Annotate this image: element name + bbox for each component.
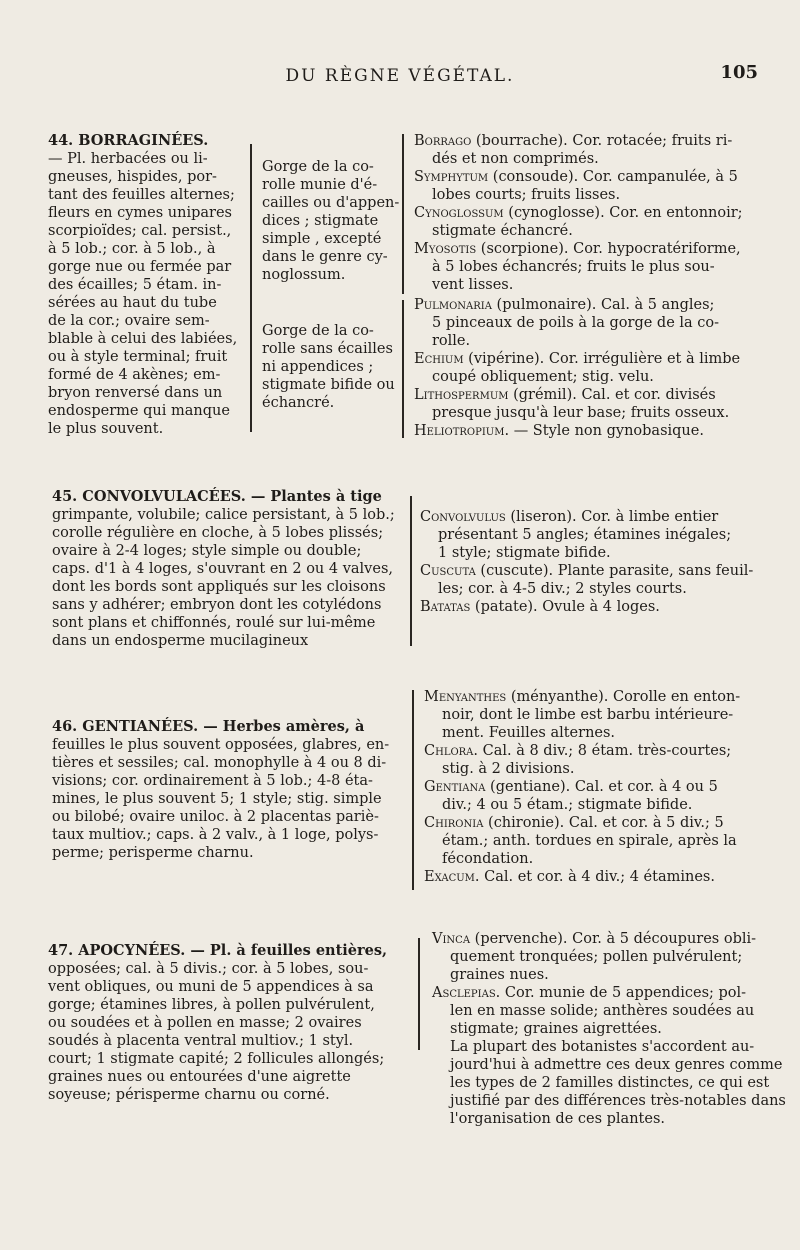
text-line: ou soudées et à pollen en masse; 2 ovaires bbox=[48, 1015, 362, 1031]
genus-name: Cuscuta bbox=[420, 563, 476, 579]
text-line: soudés à placenta ventral multiov.; 1 styl. bbox=[48, 1033, 354, 1049]
borraginees-group-a bbox=[262, 158, 400, 284]
genus-text: noir, dont le limbe est barbu intérieure- bbox=[442, 707, 734, 723]
text-line bbox=[432, 1056, 782, 1074]
text-line: 44. BORRAGINÉES. bbox=[48, 132, 209, 149]
text-line: ou à style terminal; fruit bbox=[48, 349, 228, 365]
text-line: dont les bords sont appliqués sur les cloisons bbox=[52, 579, 386, 595]
text-line: opposées; cal. à 5 divis.; cor. à 5 lobes, sou- bbox=[48, 961, 369, 977]
text-line: mines, le plus souvent 5; 1 style; stig. simple bbox=[52, 791, 382, 807]
text-line bbox=[424, 832, 784, 850]
text-line: perme; perisperme charnu. bbox=[52, 845, 254, 861]
genus-text: stigmate; graines aigrettées. bbox=[450, 1021, 662, 1037]
text-line: stigmate bifide ou bbox=[262, 377, 395, 393]
text-line: sont plans et chiffonnés, roulé sur lui-même bbox=[52, 615, 376, 631]
text-line: sérées au haut du tube bbox=[48, 295, 217, 311]
text-line bbox=[414, 150, 774, 168]
text-line bbox=[432, 1110, 782, 1128]
genus-text: graines nues. bbox=[450, 967, 549, 983]
genus-name: Chlora bbox=[424, 743, 474, 759]
section-borraginees-description bbox=[48, 132, 248, 438]
text-line: corolle régulière en cloche, à 5 lobes plissés; bbox=[52, 525, 384, 541]
text-line bbox=[414, 314, 774, 332]
running-header: DU RÈGNE VÉGÉTAL. bbox=[285, 66, 515, 86]
text-line: taux multiov.; caps. à 2 valv., à 1 loge, polys- bbox=[52, 827, 379, 843]
text-line: gneuses, hispides, por- bbox=[48, 169, 217, 185]
text-line bbox=[424, 760, 784, 778]
genus-text: (grémil). Cal. et cor. divisés bbox=[508, 387, 716, 403]
genus-text: (chironie). Cal. et cor. à 5 div.; 5 bbox=[483, 815, 724, 831]
genus-name: Cynoglossum bbox=[414, 205, 504, 221]
text-line bbox=[414, 276, 774, 294]
genus-name: Exacum bbox=[424, 869, 475, 885]
genus-text: 5 pinceaux de poils à la gorge de la co- bbox=[432, 315, 720, 331]
text-line: grimpante, volubile; calice persistant, à 5 lob.; bbox=[52, 507, 395, 523]
genus-text: vent lisses. bbox=[432, 277, 514, 293]
genus-text: (gentiane). Cal. et cor. à 4 ou 5 bbox=[485, 779, 718, 795]
genus-text: l'organisation de ces plantes. bbox=[450, 1111, 666, 1127]
bracket-line bbox=[412, 690, 414, 890]
genus-text: len en masse solide; anthères soudées au bbox=[450, 1003, 755, 1019]
genus-text: fécondation. bbox=[442, 851, 534, 867]
text-line: ou bilobé; ovaire uniloc. à 2 placentas pariè- bbox=[52, 809, 379, 825]
genus-name: Heliotropium bbox=[414, 423, 505, 439]
genus-text: . Cal. à 8 div.; 8 étam. très-courtes; bbox=[473, 743, 732, 759]
genus-text: . — Style non gynobasique. bbox=[504, 423, 704, 439]
text-line bbox=[424, 850, 784, 868]
text-line: de la cor.; ovaire sem- bbox=[48, 313, 210, 329]
genus-text: (ményanthe). Corolle en enton- bbox=[506, 689, 741, 705]
text-line: 46. GENTIANÉES. — Herbes amères, à bbox=[52, 718, 365, 735]
text-line bbox=[424, 724, 784, 742]
genus-entry bbox=[414, 240, 774, 258]
text-line: vent obliques, ou muni de 5 appendices à sa bbox=[48, 979, 374, 995]
text-line: soyeuse; périsperme charnu ou corné. bbox=[48, 1087, 330, 1103]
text-line bbox=[432, 1074, 782, 1092]
text-line bbox=[432, 966, 782, 984]
genus-text: 1 style; stigmate bifide. bbox=[438, 545, 611, 561]
genus-text: stigmate échancré. bbox=[432, 223, 573, 239]
text-line bbox=[414, 222, 774, 240]
text-line: à 5 lob.; cor. à 5 lob., à bbox=[48, 241, 216, 257]
text-line: caps. d'1 à 4 loges, s'ouvrant en 2 ou 4 valves, bbox=[52, 561, 393, 577]
genus-text: (liseron). Cor. à limbe entier bbox=[505, 509, 719, 525]
genus-text: (patate). Ovule à 4 loges. bbox=[470, 599, 660, 615]
text-line: graines nues ou entourées d'une aigrette bbox=[48, 1069, 351, 1085]
text-line: rolle munie d'é- bbox=[262, 177, 378, 193]
genus-entry bbox=[424, 778, 784, 796]
genus-name: Myosotis bbox=[414, 241, 477, 257]
genus-name: Borrago bbox=[414, 133, 472, 149]
section-convolvulacees-description bbox=[52, 488, 397, 650]
genus-entry bbox=[414, 296, 774, 314]
text-line: — Pl. herbacées ou li- bbox=[48, 151, 208, 167]
text-line: gorge; étamines libres, à pollen pulvérulent, bbox=[48, 997, 375, 1013]
page-number: 105 bbox=[720, 62, 758, 83]
genus-entry bbox=[432, 984, 782, 1002]
borraginees-group-b bbox=[262, 322, 395, 412]
text-line: ovaire à 2-4 loges; style simple ou double; bbox=[52, 543, 362, 559]
genus-entry bbox=[432, 930, 782, 948]
borraginees-genera-a bbox=[414, 132, 774, 294]
genus-name: Chironia bbox=[424, 815, 484, 831]
bracket-line bbox=[418, 938, 420, 1050]
text-line bbox=[414, 332, 774, 350]
text-line bbox=[420, 544, 780, 562]
genus-entry bbox=[414, 422, 774, 440]
text-line: dices ; stigmate bbox=[262, 213, 379, 229]
text-line bbox=[424, 706, 784, 724]
text-line: endosperme qui manque bbox=[48, 403, 230, 419]
genus-text: stig. à 2 divisions. bbox=[442, 761, 575, 777]
text-line bbox=[414, 258, 774, 276]
text-line: noglossum. bbox=[262, 267, 346, 283]
bracket-line bbox=[410, 496, 412, 646]
text-line: 45. CONVOLVULACÉES. — Plantes à tige bbox=[52, 488, 382, 505]
text-line bbox=[414, 186, 774, 204]
genus-text: div.; 4 ou 5 étam.; stigmate bifide. bbox=[442, 797, 693, 813]
genus-name: Vinca bbox=[432, 931, 471, 947]
genus-name: Symphytum bbox=[414, 169, 489, 185]
genus-name: Batatas bbox=[420, 599, 471, 615]
genus-name: Gentiana bbox=[424, 779, 486, 795]
section-gentianees-description bbox=[52, 718, 397, 862]
text-line: simple , excepté bbox=[262, 231, 382, 247]
text-line bbox=[432, 1020, 782, 1038]
text-line: ni appendices ; bbox=[262, 359, 374, 375]
text-line: bryon renversé dans un bbox=[48, 385, 223, 401]
genus-text: les types de 2 familles distinctes, ce qui est bbox=[450, 1075, 770, 1091]
genus-name: Convolvulus bbox=[420, 509, 506, 525]
text-line: des écailles; 5 étam. in- bbox=[48, 277, 222, 293]
genus-text: (consoude). Cor. campanulée, à 5 bbox=[488, 169, 738, 185]
section-apocynees-description bbox=[48, 942, 408, 1104]
genus-text: les; cor. à 4-5 div.; 2 styles courts. bbox=[438, 581, 687, 597]
genus-entry bbox=[420, 598, 780, 616]
genus-text: (pulmonaire). Cal. à 5 angles; bbox=[491, 297, 715, 313]
text-line: blable à celui des labiées, bbox=[48, 331, 238, 347]
genus-text: (scorpione). Cor. hypocratériforme, bbox=[476, 241, 741, 257]
text-line bbox=[432, 1038, 782, 1056]
genus-text: ment. Feuilles alternes. bbox=[442, 725, 616, 741]
genus-text: à 5 lobes échancrés; fruits le plus sou- bbox=[432, 259, 715, 275]
text-line: dans un endosperme mucilagineux bbox=[52, 633, 309, 649]
text-line: 47. APOCYNÉES. — Pl. à feuilles entières, bbox=[48, 942, 388, 959]
genus-text: (pervenche). Cor. à 5 découpures obli- bbox=[470, 931, 757, 947]
bracket-line bbox=[402, 300, 404, 438]
genus-entry bbox=[414, 350, 774, 368]
genus-entry bbox=[414, 168, 774, 186]
text-line bbox=[424, 796, 784, 814]
genus-text: (bourrache). Cor. rotacée; fruits ri- bbox=[471, 133, 733, 149]
genus-name: Lithospermum bbox=[414, 387, 509, 403]
genus-entry bbox=[414, 204, 774, 222]
genus-name: Echium bbox=[414, 351, 464, 367]
text-line: fleurs en cymes unipares bbox=[48, 205, 232, 221]
convolvulacees-genera bbox=[420, 508, 780, 616]
text-line bbox=[432, 1002, 782, 1020]
text-line bbox=[420, 526, 780, 544]
genus-text: La plupart des botanistes s'accordent au- bbox=[450, 1039, 755, 1055]
text-line: formé de 4 akènes; em- bbox=[48, 367, 221, 383]
genus-entry bbox=[424, 814, 784, 832]
genus-text: (vipérine). Cor. irrégulière et à limbe bbox=[463, 351, 741, 367]
genus-text: (cynoglosse). Cor. en entonnoir; bbox=[503, 205, 743, 221]
text-line: Gorge de la co- bbox=[262, 323, 374, 339]
genus-text: rolle. bbox=[432, 333, 471, 349]
text-line: Gorge de la co- bbox=[262, 159, 374, 175]
genus-text: présentant 5 angles; étamines inégales; bbox=[438, 527, 732, 543]
genus-text: presque jusqu'à leur base; fruits osseux. bbox=[432, 405, 730, 421]
genus-text: coupé obliquement; stig. velu. bbox=[432, 369, 654, 385]
gentianees-genera bbox=[424, 688, 784, 886]
genus-text: (cuscute). Plante parasite, sans feuil- bbox=[475, 563, 754, 579]
text-line: tières et sessiles; cal. monophylle à 4 ou 8 di- bbox=[52, 755, 387, 771]
text-line: visions; cor. ordinairement à 5 lob.; 4-8 éta- bbox=[52, 773, 373, 789]
genus-entry bbox=[424, 742, 784, 760]
text-line: dans le genre cy- bbox=[262, 249, 388, 265]
genus-entry bbox=[414, 386, 774, 404]
genus-entry bbox=[424, 688, 784, 706]
genus-text: jourd'hui à admettre ces deux genres comme bbox=[450, 1057, 783, 1073]
bracket-line bbox=[250, 144, 252, 432]
text-line: cailles ou d'appen- bbox=[262, 195, 400, 211]
text-line: échancré. bbox=[262, 395, 335, 411]
apocynees-genera bbox=[432, 930, 786, 1128]
text-line bbox=[414, 368, 774, 386]
text-line: scorpioïdes; cal. persist., bbox=[48, 223, 232, 239]
genus-text: justifié par des différences très-notables dans bbox=[450, 1093, 786, 1109]
genus-entry bbox=[420, 562, 780, 580]
text-line: sans y adhérer; embryon dont les cotylédons bbox=[52, 597, 382, 613]
text-line bbox=[414, 404, 774, 422]
genus-name: Menyanthes bbox=[424, 689, 507, 705]
bracket-line bbox=[402, 134, 404, 294]
text-line: court; 1 stigmate capité; 2 follicules allongés; bbox=[48, 1051, 385, 1067]
genus-text: . Cal. et cor. à 4 div.; 4 étamines. bbox=[474, 869, 715, 885]
genus-name: Pulmonaria bbox=[414, 297, 492, 313]
text-line bbox=[432, 948, 782, 966]
genus-text: étam.; anth. tordues en spirale, après la bbox=[442, 833, 737, 849]
text-line: tant des feuilles alternes; bbox=[48, 187, 235, 203]
text-line bbox=[420, 580, 780, 598]
genus-entry bbox=[420, 508, 780, 526]
genus-name: Asclepias bbox=[432, 985, 496, 1001]
genus-text: dés et non comprimés. bbox=[432, 151, 599, 167]
genus-text: . Cor. munie de 5 appendices; pol- bbox=[495, 985, 747, 1001]
text-line: gorge nue ou fermée par bbox=[48, 259, 232, 275]
genus-entry bbox=[424, 868, 784, 886]
text-line: rolle sans écailles bbox=[262, 341, 393, 357]
text-line: feuilles le plus souvent opposées, glabres, en- bbox=[52, 737, 390, 753]
genus-text: lobes courts; fruits lisses. bbox=[432, 187, 621, 203]
text-line: le plus souvent. bbox=[48, 421, 164, 437]
borraginees-genera-b bbox=[414, 296, 774, 440]
text-line bbox=[432, 1092, 786, 1110]
genus-text: quement tronquées; pollen pulvérulent; bbox=[450, 949, 743, 965]
genus-entry bbox=[414, 132, 774, 150]
